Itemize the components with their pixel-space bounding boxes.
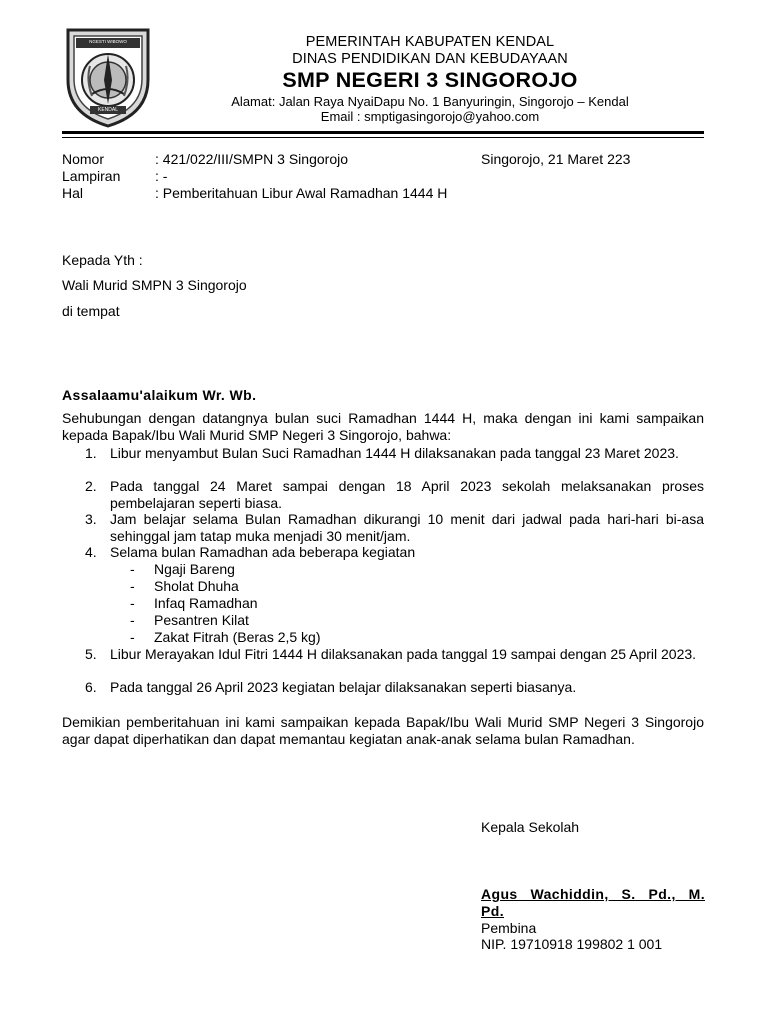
activity-item <box>130 629 321 646</box>
list-item-number: 2. <box>85 478 97 494</box>
signature-name-line2: Pd. <box>481 903 504 919</box>
recipient-name: Wali Murid SMPN 3 Singorojo <box>62 277 247 293</box>
letterhead-address: Alamat: Jalan Raya NyaiDapu No. 1 Banyuringin, Singorojo – Kendal <box>231 94 629 109</box>
nomor-label: Nomor <box>62 151 105 167</box>
letterhead-divider-thick <box>62 131 704 134</box>
signature-title: Kepala Sekolah <box>481 819 580 835</box>
list-item-number: 1. <box>85 445 97 461</box>
emblem-text-bottom: KENDAL <box>97 107 118 113</box>
list-item-text: Pada tanggal 26 April 2023 kegiatan belajar dilaksanakan seperti biasanya. <box>110 679 577 695</box>
lampiran-label: Lampiran <box>62 168 121 184</box>
list-item-number: 5. <box>85 646 97 662</box>
place-date: Singorojo, 21 Maret 223 <box>481 151 631 167</box>
signature-rank: Pembina <box>481 920 537 936</box>
signature-name-line1: Agus Wachiddin, S. Pd., M. <box>481 886 705 902</box>
activity-text: Sholat Dhuha <box>154 578 239 594</box>
letterhead-divider-thin <box>62 137 704 138</box>
list-item-text: Libur menyambut Bulan Suci Ramadhan 1444 H dilaksanakan pada tanggal 23 Maret 2023. <box>110 445 679 461</box>
activity-text: Pesantren Kilat <box>154 612 249 628</box>
activity-dash: - <box>130 561 135 577</box>
activity-dash: - <box>130 629 135 645</box>
activity-item <box>130 578 239 595</box>
activity-item <box>130 612 249 629</box>
activity-item <box>130 595 258 612</box>
activity-dash: - <box>130 595 135 611</box>
hal-label: Hal <box>62 185 84 201</box>
recipient-heading: Kepada Yth : <box>62 252 143 268</box>
announcement-list <box>62 445 704 705</box>
letterhead-department: DINAS PENDIDIKAN DAN KEBUDAYAAN <box>292 51 568 67</box>
recipient-place: di tempat <box>62 303 120 319</box>
activity-text: Infaq Ramadhan <box>154 595 258 611</box>
activity-item <box>130 561 235 578</box>
intro-paragraph: Sehubungan dengan datangnya bulan suci Ramadhan 1444 H, maka dengan ini kami sampaikan kepada Bapak/Ibu Wali Murid SMP Negeri 3 Singorojo, bahwa: <box>62 410 704 443</box>
signature-nip: NIP. 19710918 199802 1 001 <box>481 936 663 952</box>
list-item-number: 3. <box>85 511 97 527</box>
list-item-text: Selama bulan Ramadhan ada beberapa kegiatan <box>110 544 416 560</box>
closing-paragraph: Demikian pemberitahuan ini kami sampaikan kepada Bapak/Ibu Wali Murid SMP Negeri 3 Singorojo agar dapat diperhatikan dan dapat memantau kegiatan anak-anak selama bulan Ramadhan. <box>62 714 704 747</box>
activity-dash: - <box>130 578 135 594</box>
activity-text: Zakat Fitrah (Beras 2,5 kg) <box>154 629 321 645</box>
emblem-text-top: NGESTI WIBOWO <box>89 39 127 44</box>
hal-value: : Pemberitahuan Libur Awal Ramadhan 1444 H <box>155 185 448 201</box>
activity-dash: - <box>130 612 135 628</box>
list-item-text: Libur Merayakan Idul Fitri 1444 H dilaksanakan pada tanggal 19 sampai dengan 25 April 2023. <box>110 646 697 662</box>
list-item-number: 6. <box>85 679 97 695</box>
nomor-value: : 421/022/III/SMPN 3 Singorojo <box>155 151 348 167</box>
list-item-number: 4. <box>85 544 97 560</box>
letterhead-government: PEMERINTAH KABUPATEN KENDAL <box>305 34 555 50</box>
list-item-text: Jam belajar selama Bulan Ramadhan dikurangi 10 menit dari jadwal pada hari-hari bi-asa sehinggal jam tatap muka menjadi 30 menit/jam. <box>110 511 704 544</box>
list-item-text: Pada tanggal 24 Maret sampai dengan 18 April 2023 sekolah melaksanakan proses pembelajaran seperti biasa. <box>110 478 704 511</box>
letterhead-email: Email : smptigasingorojo@yahoo.com <box>320 109 540 124</box>
letterhead-school-name: SMP NEGERI 3 SINGOROJO <box>282 68 578 92</box>
greeting: Assalaamu'alaikum Wr. Wb. <box>62 387 257 403</box>
activity-text: Ngaji Bareng <box>154 561 235 577</box>
regency-emblem <box>62 22 154 130</box>
lampiran-value: : - <box>155 168 168 184</box>
